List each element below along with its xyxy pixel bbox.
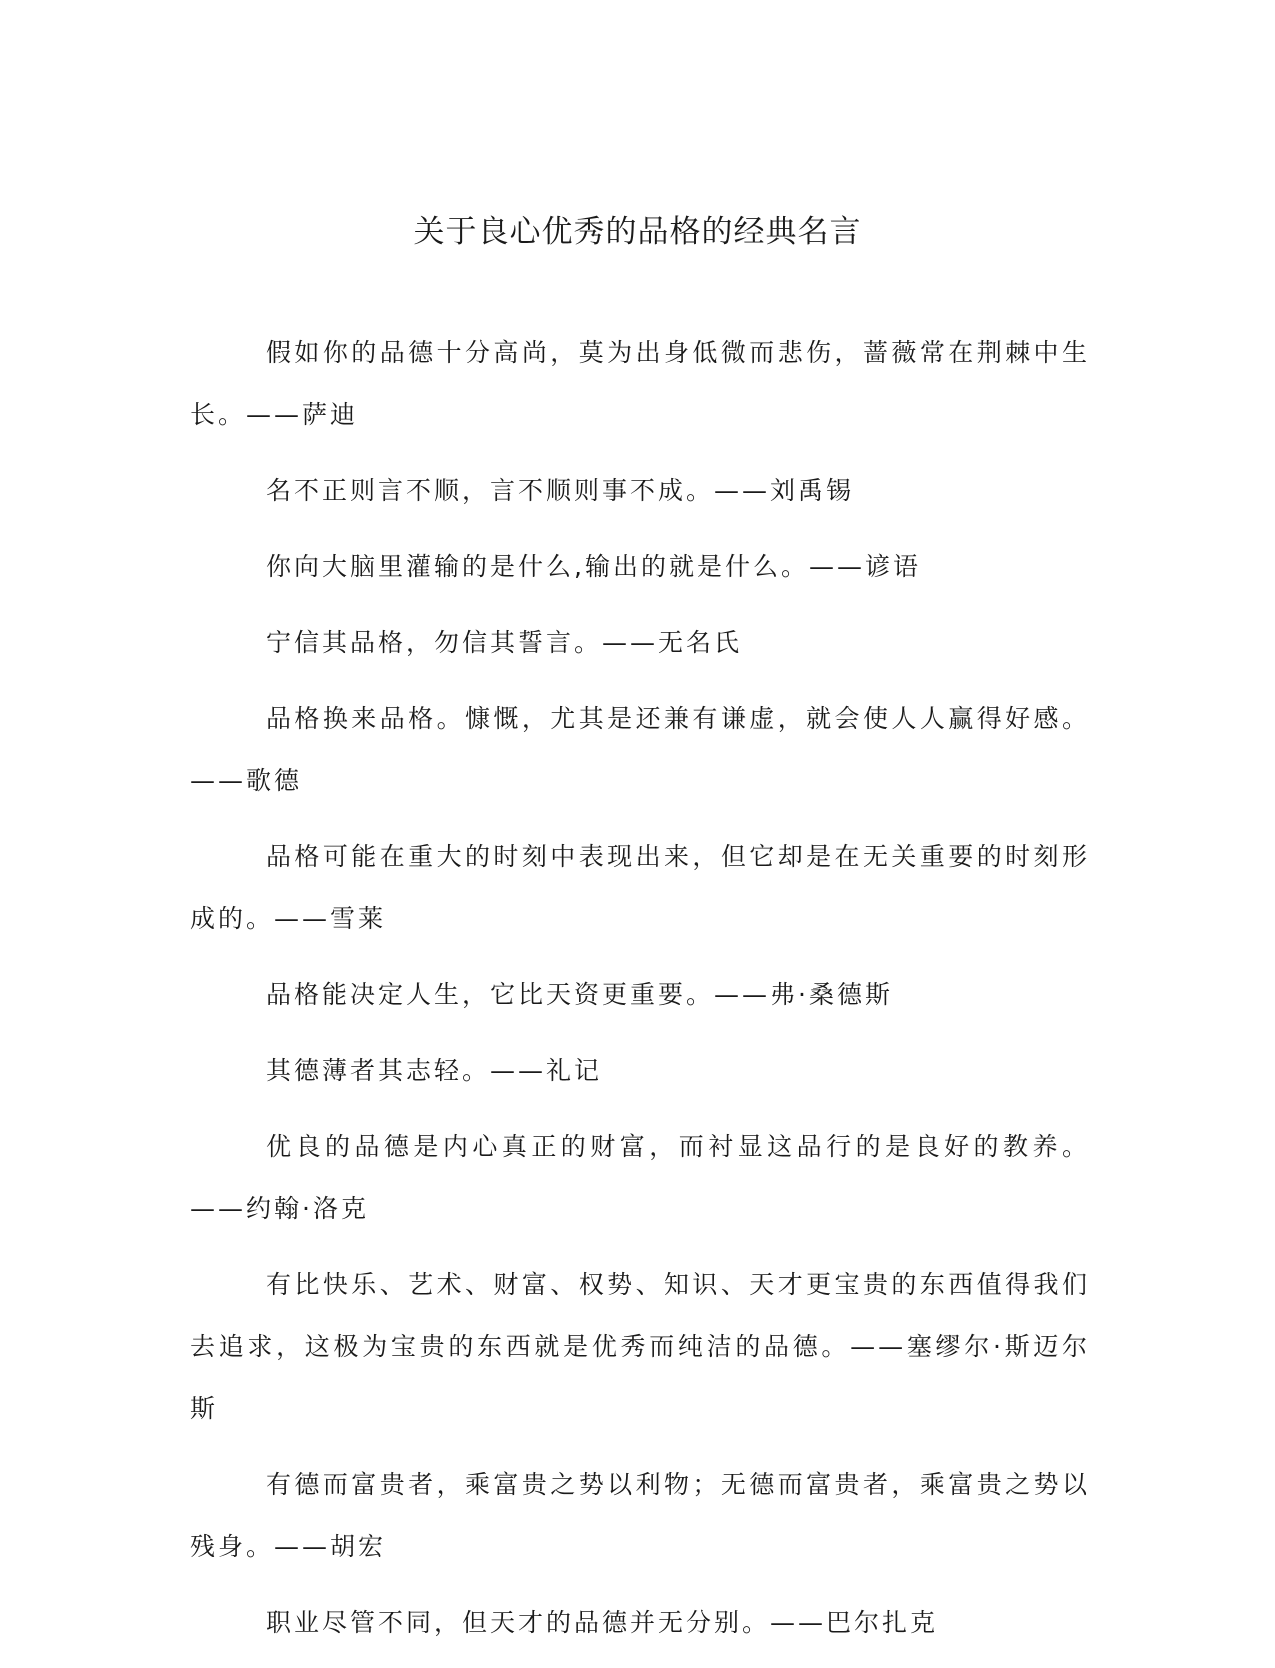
quote-list (190, 322, 1090, 1668)
quote-paragraph: 假如你的品德十分高尚，莫为出身低微而悲伤，蔷薇常在荆棘中生长。——萨迪 (190, 338, 1090, 429)
quote-paragraph: 有比快乐、艺术、财富、权势、知识、天才更宝贵的东西值得我们去追求，这极为宝贵的东西就是优秀而纯洁的品德。——塞缪尔·斯迈尔斯 (190, 1270, 1090, 1423)
quote-paragraph: 品格可能在重大的时刻中表现出来，但它却是在无关重要的时刻形成的。——雪莱 (190, 842, 1090, 933)
quote-paragraph: 职业尽管不同，但天才的品德并无分别。——巴尔扎克 (266, 1608, 939, 1637)
quote-paragraph: 其德薄者其志轻。——礼记 (266, 1056, 603, 1085)
quote-paragraph: 品格能决定人生，它比天资更重要。——弗·桑德斯 (266, 980, 893, 1009)
quote-paragraph: 名不正则言不顺，言不顺则事不成。——刘禹锡 (266, 476, 855, 505)
quote-paragraph: 品格换来品格。慷慨，尤其是还兼有谦虚，就会使人人赢得好感。——歌德 (190, 704, 1090, 795)
quote-paragraph: 你向大脑里灌输的是什么,输出的就是什么。——谚语 (266, 552, 921, 581)
quote-paragraph: 有德而富贵者，乘富贵之势以利物；无德而富贵者，乘富贵之势以残身。——胡宏 (190, 1470, 1090, 1561)
quote-paragraph: 宁信其品格，勿信其誓言。——无名氏 (266, 628, 743, 657)
page-title: 关于良心优秀的品格的经典名言 (413, 214, 862, 250)
quote-paragraph: 优良的品德是内心真正的财富，而衬显这品行的是良好的教养。——约翰·洛克 (190, 1132, 1090, 1223)
